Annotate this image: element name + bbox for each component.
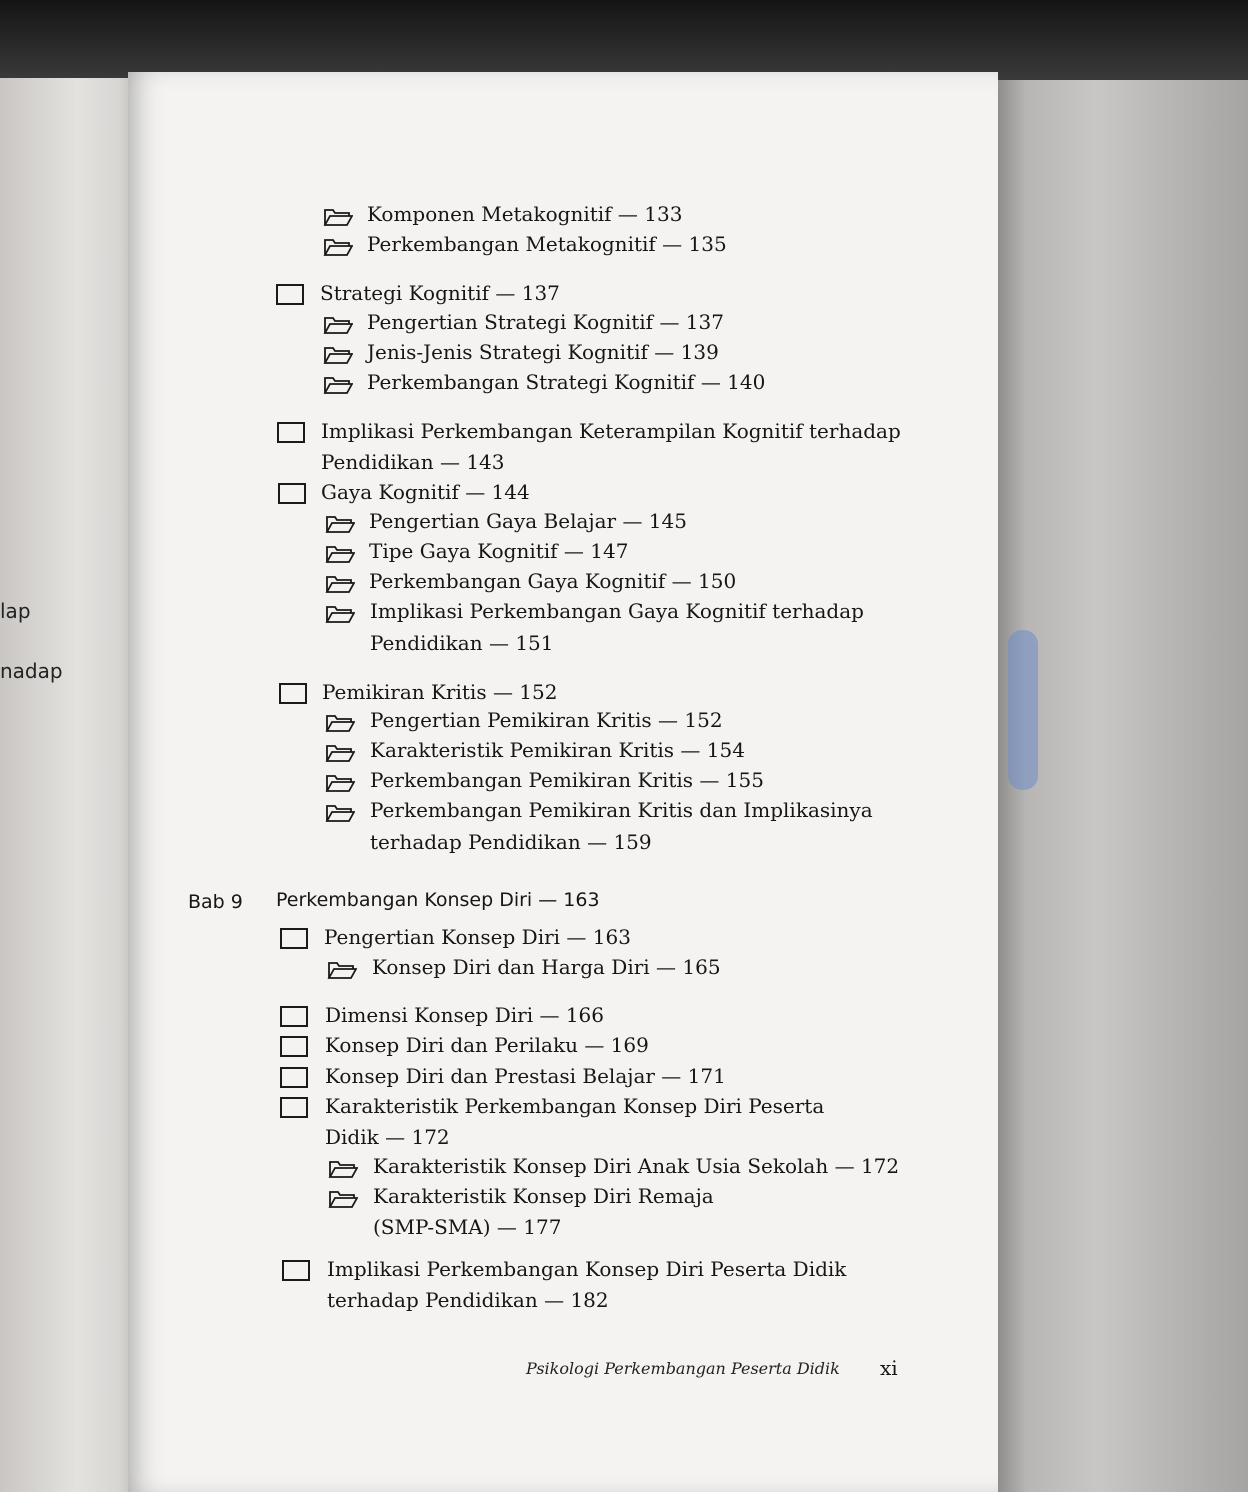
- square-bullet-icon: [280, 1067, 308, 1088]
- toc-entry: Karakteristik Konsep Diri Remaja: [373, 1184, 714, 1208]
- square-bullet-icon: [277, 422, 305, 443]
- toc-entry: Implikasi Perkembangan Keterampilan Kognitif terhadap: [321, 419, 901, 443]
- toc-entry: Strategi Kognitif — 137: [320, 281, 560, 305]
- toc-entry-continued: Didik — 172: [325, 1125, 450, 1149]
- square-bullet-icon: [280, 1097, 308, 1118]
- open-folder-icon: [325, 773, 355, 793]
- open-folder-icon: [323, 207, 353, 227]
- toc-entry: Karakteristik Konsep Diri Anak Usia Sekolah — 172: [373, 1154, 900, 1178]
- open-folder-icon: [323, 375, 353, 395]
- open-folder-icon: [323, 315, 353, 335]
- square-bullet-icon: [282, 1260, 310, 1281]
- toc-entry: Pengertian Strategi Kognitif — 137: [367, 310, 724, 334]
- open-folder-icon: [325, 574, 355, 594]
- chapter-label: Bab 9: [188, 891, 243, 913]
- toc-entry: Pengertian Konsep Diri — 163: [324, 925, 631, 949]
- toc-entry: Gaya Kognitif — 144: [321, 480, 530, 504]
- left-page-fragment: nadap: [0, 659, 63, 683]
- toc-entry: Pengertian Gaya Belajar — 145: [369, 509, 687, 533]
- open-folder-icon: [328, 1189, 358, 1209]
- toc-entry: Komponen Metakognitif — 133: [367, 202, 683, 226]
- open-folder-icon: [325, 743, 355, 763]
- square-bullet-icon: [279, 683, 307, 704]
- toc-entry: Dimensi Konsep Diri — 166: [325, 1003, 604, 1027]
- open-folder-icon: [323, 345, 353, 365]
- toc-entry: Jenis-Jenis Strategi Kognitif — 139: [367, 340, 719, 364]
- left-page-edge: [0, 78, 140, 1492]
- open-folder-icon: [325, 544, 355, 564]
- toc-entry: Perkembangan Pemikiran Kritis dan Implikasinya: [370, 798, 873, 822]
- toc-entry: Perkembangan Metakognitif — 135: [367, 232, 727, 256]
- toc-entry: Perkembangan Gaya Kognitif — 150: [369, 569, 737, 593]
- toc-entry-continued: (SMP-SMA) — 177: [373, 1215, 562, 1239]
- square-bullet-icon: [278, 483, 306, 504]
- chapter-title: Perkembangan Konsep Diri — 163: [276, 889, 600, 911]
- toc-entry: Pemikiran Kritis — 152: [322, 680, 558, 704]
- open-folder-icon: [323, 237, 353, 257]
- toc-entry: Implikasi Perkembangan Gaya Kognitif terhadap: [370, 599, 864, 623]
- square-bullet-icon: [276, 284, 304, 305]
- open-folder-icon: [325, 514, 355, 534]
- toc-entry: Perkembangan Strategi Kognitif — 140: [367, 370, 766, 394]
- toc-page: [128, 72, 998, 1492]
- square-bullet-icon: [280, 1036, 308, 1057]
- toc-entry-continued: Pendidikan — 143: [321, 450, 505, 474]
- toc-entry: Tipe Gaya Kognitif — 147: [369, 539, 629, 563]
- left-page-fragment: lap: [0, 599, 31, 623]
- toc-entry-continued: terhadap Pendidikan — 159: [370, 830, 652, 854]
- open-folder-icon: [328, 1159, 358, 1179]
- toc-entry: Konsep Diri dan Prestasi Belajar — 171: [325, 1064, 726, 1088]
- open-folder-icon: [325, 803, 355, 823]
- toc-entry: Perkembangan Pemikiran Kritis — 155: [370, 768, 764, 792]
- scan-background-top: [0, 0, 1248, 80]
- toc-entry: Pengertian Pemikiran Kritis — 152: [370, 708, 723, 732]
- toc-entry-continued: terhadap Pendidikan — 182: [327, 1288, 609, 1312]
- square-bullet-icon: [280, 1006, 308, 1027]
- library-stamp: [1008, 630, 1038, 790]
- toc-entry: Implikasi Perkembangan Konsep Diri Peserta Didik: [327, 1257, 847, 1281]
- toc-entry: Konsep Diri dan Perilaku — 169: [325, 1033, 649, 1057]
- open-folder-icon: [325, 604, 355, 624]
- toc-entry-continued: Pendidikan — 151: [370, 631, 554, 655]
- running-footer-title: Psikologi Perkembangan Peserta Didik: [526, 1359, 840, 1378]
- toc-entry: Karakteristik Perkembangan Konsep Diri Peserta: [325, 1094, 825, 1118]
- open-folder-icon: [325, 713, 355, 733]
- square-bullet-icon: [280, 928, 308, 949]
- page-number: xi: [880, 1356, 898, 1380]
- toc-entry: Konsep Diri dan Harga Diri — 165: [372, 955, 721, 979]
- open-folder-icon: [327, 960, 357, 980]
- toc-entry: Karakteristik Pemikiran Kritis — 154: [370, 738, 745, 762]
